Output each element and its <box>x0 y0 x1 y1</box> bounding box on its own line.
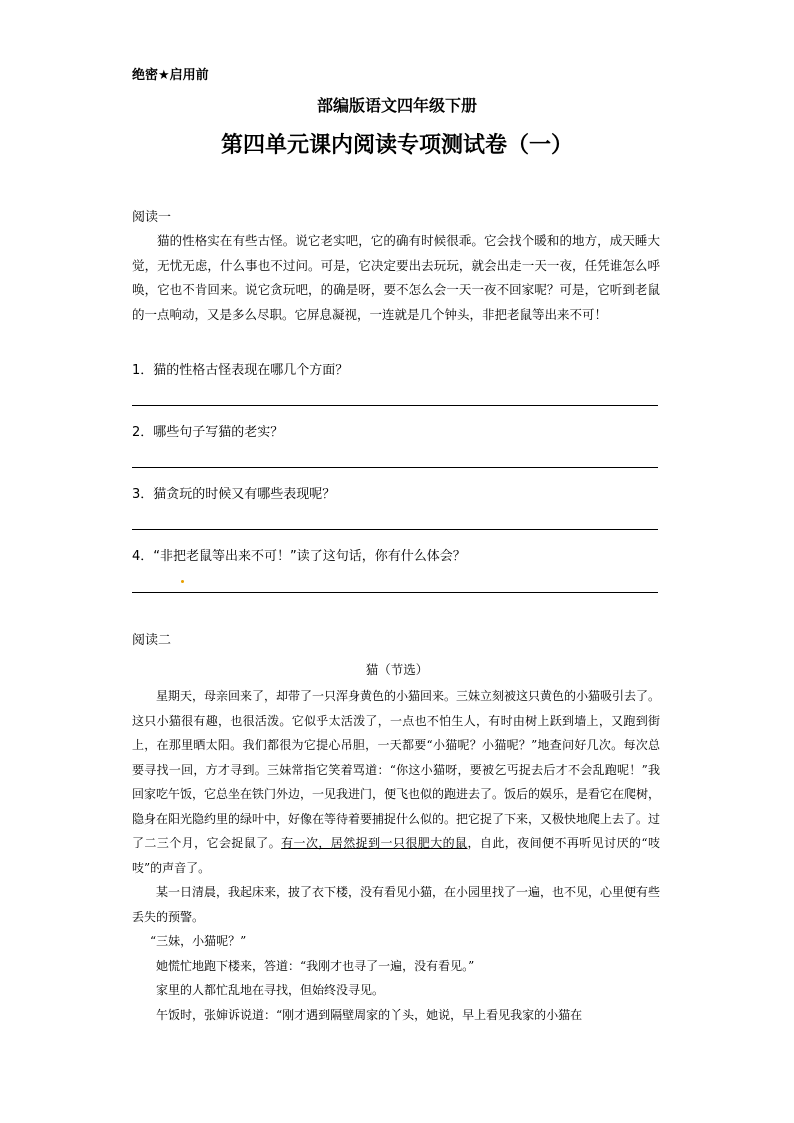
reading2-paragraph-2: 某一日清晨，我起床来，披了衣下楼，没有看见小猫，在小园里找了一遍，也不见，心里便有些丢失的预警。 <box>132 885 661 924</box>
document-title: 第四单元课内阅读专项测试卷（一） <box>220 133 573 158</box>
answer-line-2[interactable] <box>132 467 658 468</box>
reading2-paragraph-5: 家里的人都忙乱地在寻找，但始终没寻见。 <box>156 983 385 997</box>
p1-underlined-sentence: 有一次，居然捉到一只很肥大的鼠 <box>281 836 468 850</box>
answer-line-3[interactable] <box>132 529 658 530</box>
reading2-heading: 阅读二 <box>132 633 172 648</box>
reading1-passage <box>132 229 660 327</box>
document-subtitle: 部编版语文四年级下册 <box>316 96 477 115</box>
reading1-paragraph: 猫的性格实在有些古怪。说它老实吧，它的确有时候很乖。它会找个暖和的地方，成天睡大觉，无忧无虑，什么事也不过问。可是，它决定要出去玩玩，就会出走一天一夜，任凭谁怎么呼唤，它也不肯回来。说它贪玩吧，的确是呀，要不怎么会一天一夜不回家呢？可是，它听到老鼠的一点响动，又是多么尽职。它屏息凝视，一连就是几个钟头，非把老鼠等出来不可！ <box>132 233 660 322</box>
reading2-paragraph-6: 午饭时，张婶诉说道：“刚才遇到隔壁周家的丫头，她说，早上看见我家的小猫在 <box>156 1007 583 1022</box>
reading2-paragraph-3: “三妹，小猫呢？” <box>150 934 247 948</box>
question-4: 4．“非把老鼠等出来不可！”读了这句话，你有什么体会？ <box>132 549 466 564</box>
question-1: 1．猫的性格古怪表现在哪几个方面？ <box>132 363 349 378</box>
answer-line-1[interactable] <box>132 405 658 406</box>
question-2: 2．哪些句子写猫的老实？ <box>132 425 284 440</box>
reading2-passage <box>132 684 660 1027</box>
p1-text-before: 星期天，母亲回来了，却带了一只浑身黄色的小猫回来。三妹立刻被这只黄色的小猫吸引去了。这只小猫很有趣，也很活泼。它似乎太活泼了，一点也不怕生人，有时由树上跃到墙上，又跑到街上，在那里晒太阳。我们都很为它提心吊胆，一天都要“小猫呢？小猫呢？”地查问好几次。每次总要寻找一回，方才寻到。三妹常指它笑着骂道：“你这小猫呀，要被乞丐捉去后才不会乱跑呢！”我回家吃午饭，它总坐在铁门外边，一见我进门，便飞也似的跑进去了。饭后的娱乐，是看它在爬树，隐身在阳光隐约里的绿叶中，好像在等待着要捕捉什么似的。把它捉了下来，又极快地爬上去了。过了二三个月，它会捉鼠了。 <box>132 689 661 850</box>
question-3: 3．猫贪玩的时候又有哪些表现呢？ <box>132 487 336 502</box>
reading2-passage-title: 猫（节选） <box>365 662 429 677</box>
reading2-paragraph-4: 她慌忙地跑下楼来，答道：“我刚才也寻了一遍，没有看见。” <box>156 958 475 973</box>
p1-text-after: ，自此，夜间便不再听见讨厌的“吱吱”的声音了。 <box>132 836 660 875</box>
stray-dot <box>181 580 184 583</box>
secret-mark: 绝密★启用前 <box>132 68 209 83</box>
answer-line-4[interactable] <box>132 592 658 593</box>
reading2-paragraph-1 <box>132 684 660 880</box>
reading1-heading: 阅读一 <box>132 210 172 225</box>
